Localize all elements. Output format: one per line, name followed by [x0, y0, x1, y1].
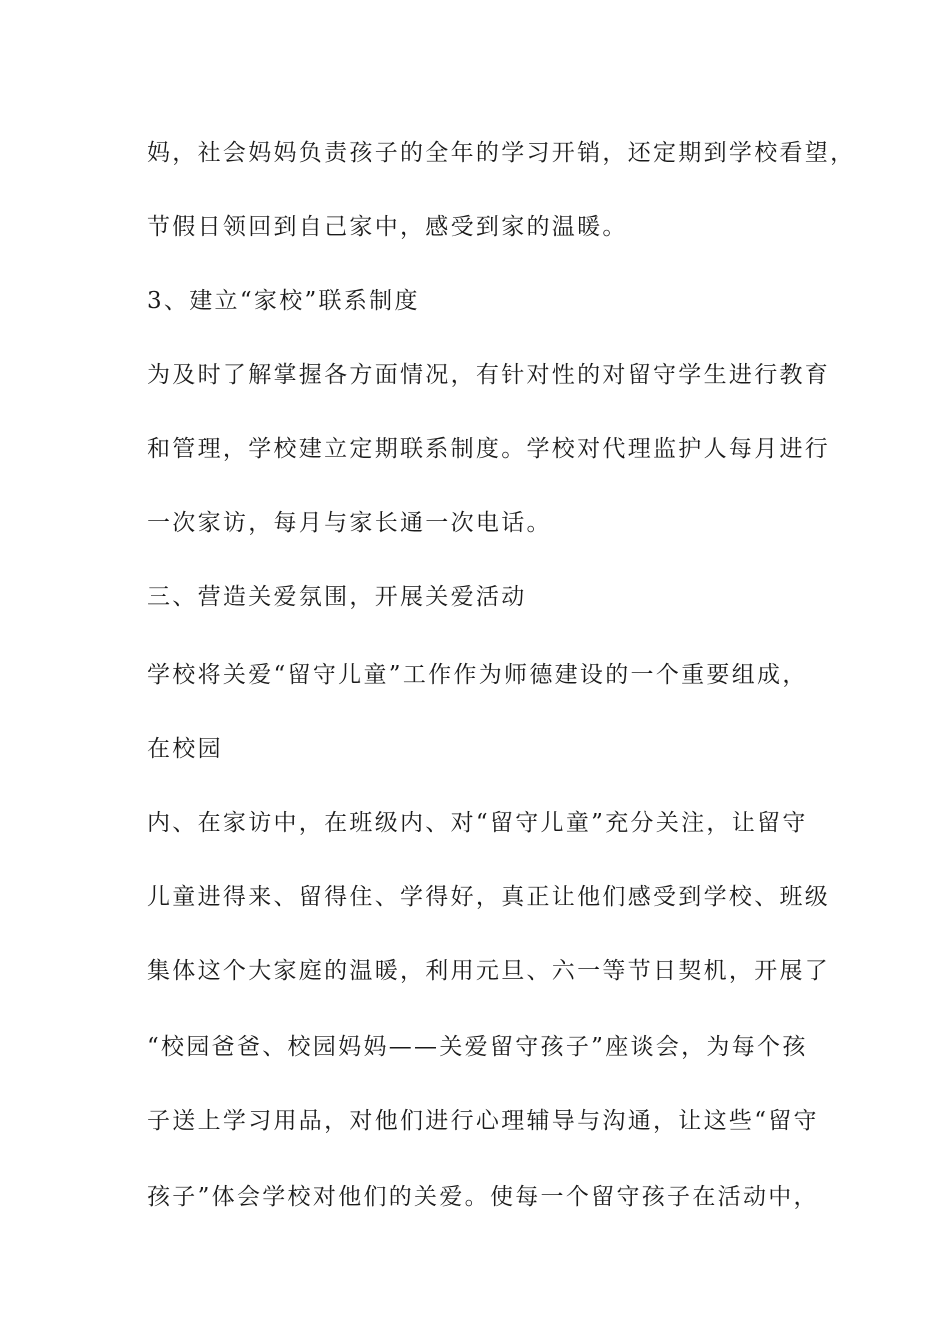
paragraph-line: 内、在家访中，在班级内、对“留守儿童”充分关注，让留守 [147, 810, 808, 836]
paragraph-line: “校园爸爸、校园妈妈——关爱留守孩子”座谈会，为每个孩 [147, 1034, 808, 1060]
paragraph-line: 子送上学习用品，对他们进行心理辅导与沟通，让这些“留守 [147, 1108, 819, 1134]
paragraph-line: 在校园 [147, 736, 223, 762]
paragraph-line: 和管理，学校建立定期联系制度。学校对代理监护人每月进行 [147, 436, 831, 462]
section-heading: 3、建立“家校”联系制度 [147, 288, 420, 314]
section-heading: 三、营造关爱氛围，开展关爱活动 [147, 584, 527, 610]
paragraph-line: 为及时了解掌握各方面情况，有针对性的对留守学生进行教育 [147, 362, 831, 388]
paragraph-line: 儿童进得来、留得住、学得好，真正让他们感受到学校、班级 [147, 884, 831, 910]
paragraph-line: 一次家访，每月与家长通一次电话。 [147, 510, 552, 536]
paragraph-line: 集体这个大家庭的温暖，利用元旦、六一等节日契机，开展了 [147, 958, 831, 984]
paragraph-line: 妈，社会妈妈负责孩子的全年的学习开销，还定期到学校看望， [147, 140, 856, 166]
paragraph-line: 节假日领回到自己家中，感受到家的温暖。 [147, 214, 628, 240]
paragraph-line: 孩子”体会学校对他们的关爱。使每一个留守孩子在活动中， [147, 1184, 819, 1210]
paragraph-line: 学校将关爱“留守儿童”工作作为师德建设的一个重要组成， [147, 662, 808, 688]
